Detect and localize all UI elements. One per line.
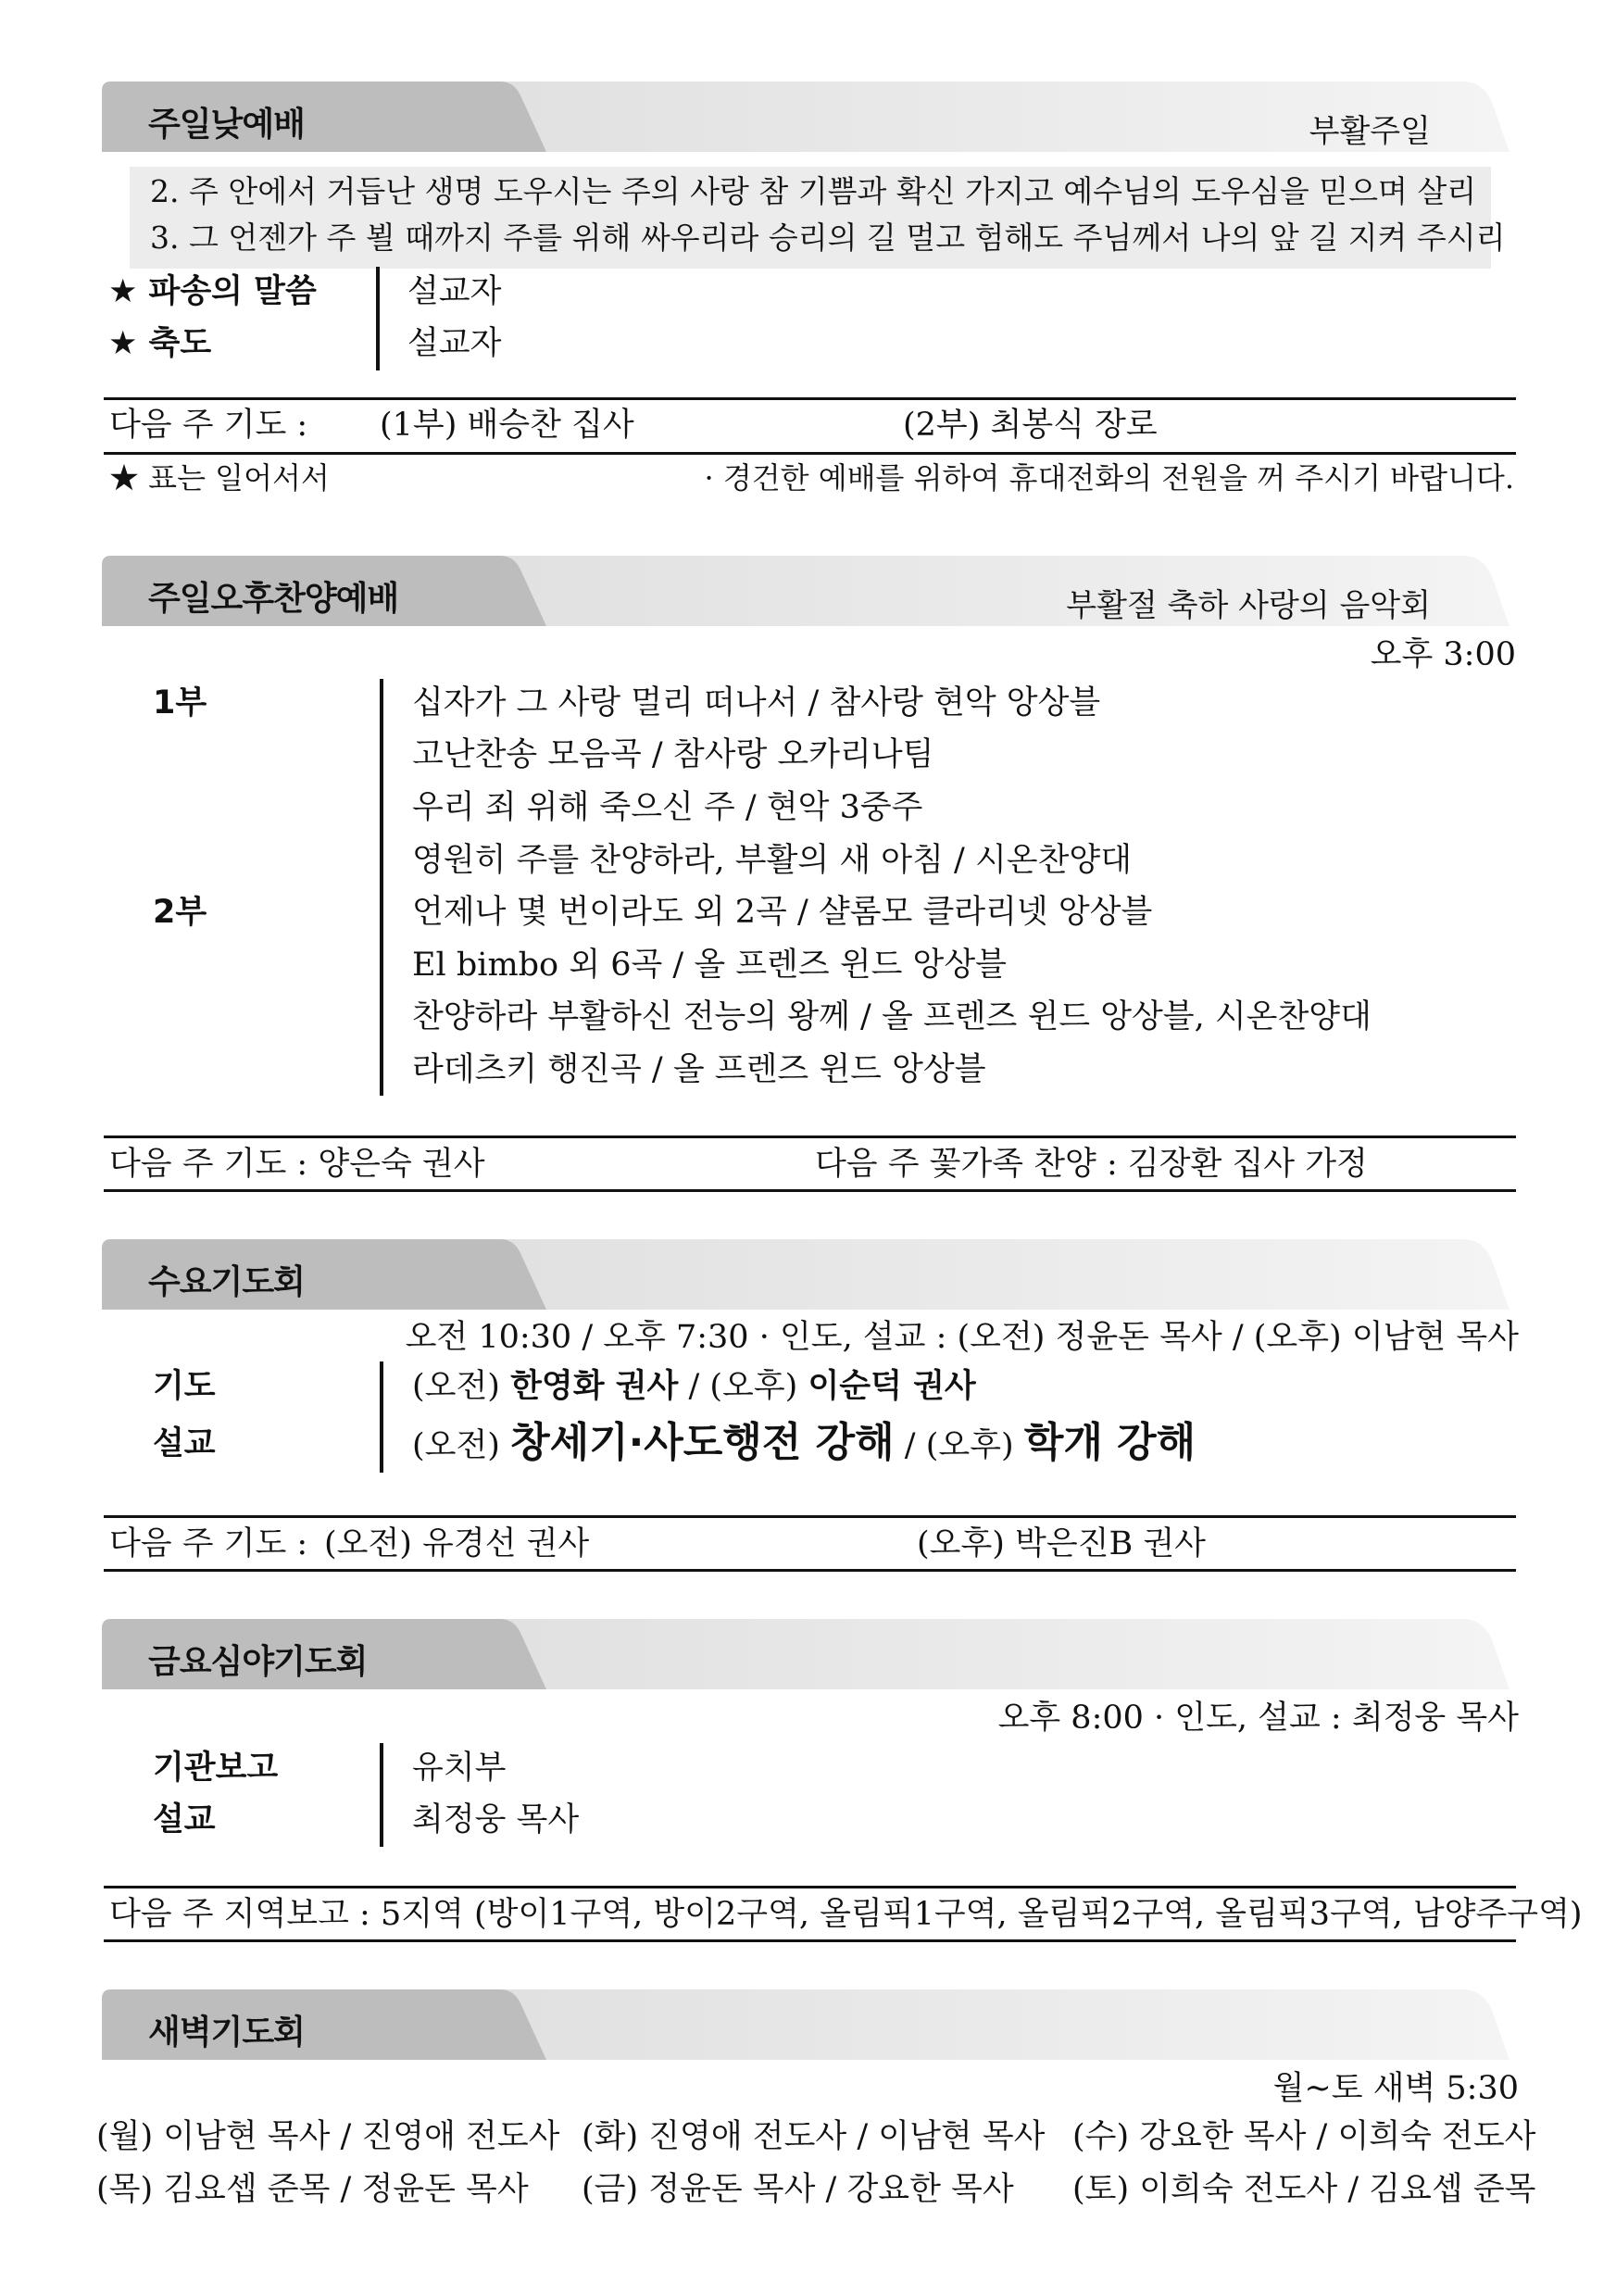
- program-item: 고난찬송 모음곡 / 참사랑 오카리나팀: [412, 736, 934, 773]
- item-label: 기관보고: [153, 1750, 279, 1787]
- program-item: 찬양하라 부활하신 전능의 왕께 / 올 프렌즈 윈드 앙상블, 시온찬양대: [412, 998, 1372, 1035]
- rule: [104, 1515, 1516, 1518]
- section-header-sunday-morning: [102, 82, 1510, 150]
- program-item: El bimbo 외 6곡 / 올 프렌즈 윈드 앙상블: [412, 947, 1007, 984]
- next-prayer-pm: (오후) 박은진B 권사: [917, 1525, 1206, 1562]
- rule: [104, 1135, 1516, 1138]
- section-subtitle: 부활절 축하 사랑의 음악회: [1066, 587, 1431, 624]
- section-title: 새벽기도회: [148, 2014, 305, 2051]
- hymn-line: 3. 그 언젠가 주 뵐 때까지 주를 위해 싸우리라 승리의 길 멀고 험해도 주님께서 나의 앞 길 지켜 주시리: [150, 220, 1506, 256]
- service-time: 오후 3:00: [1370, 636, 1516, 673]
- section-header-wednesday: [102, 1239, 1510, 1308]
- separator: /: [688, 1368, 700, 1405]
- item-value: 유치부: [412, 1750, 507, 1787]
- rule: [104, 397, 1516, 400]
- item-label: 설교: [153, 1425, 216, 1462]
- prayer-pm: 이순덕 권사: [808, 1368, 976, 1405]
- divider: [380, 1743, 383, 1847]
- next-prayer-1: (1부) 배승찬 집사: [380, 407, 634, 444]
- section-header-friday: [102, 1619, 1510, 1687]
- prayer-am: 한영화 권사: [510, 1368, 679, 1405]
- divider: [380, 1361, 383, 1473]
- next-prayer-label: 다음 주 기도 :: [109, 407, 308, 444]
- item-label: 기도: [153, 1368, 216, 1405]
- program-item: 영원히 주를 찬양하라, 부활의 새 아침 / 시온찬양대: [412, 842, 1132, 879]
- service-info: 오후 8:00 · 인도, 설교 : 최정웅 목사: [997, 1700, 1519, 1737]
- item-value: 설교자: [407, 273, 502, 310]
- sermon-line: [412, 1419, 1196, 1466]
- item-value: 최정웅 목사: [412, 1801, 580, 1838]
- rule: [104, 1569, 1516, 1572]
- rule: [104, 1189, 1516, 1192]
- section-title: 금요심야기도회: [148, 1643, 368, 1681]
- section-subtitle: 부활주일: [1309, 113, 1431, 150]
- program-item: 십자가 그 사랑 멀리 떠나서 / 참사랑 현악 앙상블: [412, 684, 1101, 721]
- section-header-shape: [102, 82, 1510, 157]
- sermon-am: 창세기·사도행전 강해: [510, 1419, 895, 1466]
- am-label: (오전): [412, 1368, 500, 1405]
- sermon-pm: 학개 강해: [1023, 1419, 1196, 1466]
- separator: /: [904, 1427, 916, 1464]
- divider: [376, 267, 380, 370]
- section-title: 주일낮예배: [148, 106, 305, 144]
- program-item: 언제나 몇 번이라도 외 2곡 / 샬롬모 클라리넷 앙상블: [412, 894, 1153, 931]
- dawn-schedule: (화) 진영애 전도사 / 이남현 목사: [582, 2118, 1046, 2155]
- next-prayer: 다음 주 기도 : 양은숙 권사: [109, 1146, 485, 1183]
- next-flower: 다음 주 꽃가족 찬양 : 김장환 집사 가정: [815, 1146, 1368, 1183]
- rule: [104, 1939, 1516, 1942]
- note-right: · 경건한 예배를 위하여 휴대전화의 전원을 꺼 주시기 바랍니다.: [704, 460, 1514, 496]
- dawn-schedule: (토) 이희숙 전도사 / 김요셉 준목: [1072, 2171, 1536, 2208]
- next-prayer-am: (오전) 유경선 권사: [324, 1525, 590, 1562]
- next-prayer-2: (2부) 최봉식 장로: [903, 407, 1158, 444]
- item-label: 설교: [153, 1801, 216, 1838]
- rule: [104, 452, 1516, 455]
- service-time: 월~토 새벽 5:30: [1272, 2070, 1519, 2107]
- section-header-dawn: [102, 1989, 1510, 2058]
- section-header-shape: [102, 1239, 1510, 1315]
- section-title: 주일오후찬양예배: [148, 580, 399, 618]
- prayer-line: [412, 1368, 976, 1405]
- hymn-line: 2. 주 안에서 거듭난 생명 도우시는 주의 사랑 참 기쁨과 확신 가지고 예수님의 도우심을 믿으며 살리: [150, 173, 1477, 209]
- item-label: ★ 축도: [108, 325, 212, 362]
- service-info: 오전 10:30 / 오후 7:30 · 인도, 설교 : (오전) 정윤돈 목사 / (오후) 이남현 목사: [405, 1319, 1519, 1356]
- dawn-schedule: (목) 김요셉 준목 / 정윤돈 목사: [96, 2171, 529, 2208]
- dawn-schedule: (월) 이남현 목사 / 진영애 전도사: [96, 2118, 560, 2155]
- program-item: 라데츠키 행진곡 / 올 프렌즈 윈드 앙상블: [412, 1051, 986, 1088]
- part-label: 1부: [153, 684, 207, 721]
- part-label: 2부: [153, 894, 207, 931]
- divider: [380, 679, 383, 1096]
- next-prayer-label: 다음 주 기도 :: [109, 1525, 308, 1562]
- item-label: ★ 파송의 말씀: [108, 273, 317, 310]
- section-header-sunday-afternoon: [102, 556, 1510, 624]
- section-title: 수요기도회: [148, 1263, 305, 1301]
- item-value: 설교자: [407, 325, 502, 362]
- dawn-schedule: (금) 정윤돈 목사 / 강요한 목사: [582, 2171, 1014, 2208]
- note-left: ★ 표는 일어서서: [109, 460, 330, 496]
- dawn-schedule: (수) 강요한 목사 / 이희숙 전도사: [1072, 2118, 1536, 2155]
- next-report: 다음 주 지역보고 : 5지역 (방이1구역, 방이2구역, 올림픽1구역, 올림픽2구역, 올림픽3구역, 남양주구역): [109, 1896, 1583, 1933]
- am-label: (오전): [412, 1427, 500, 1464]
- pm-label: (오후): [709, 1368, 798, 1405]
- pm-label: (오후): [925, 1427, 1014, 1464]
- program-item: 우리 죄 위해 죽으신 주 / 현악 3중주: [412, 789, 923, 826]
- section-header-shape: [102, 1989, 1510, 2065]
- rule: [104, 1886, 1516, 1888]
